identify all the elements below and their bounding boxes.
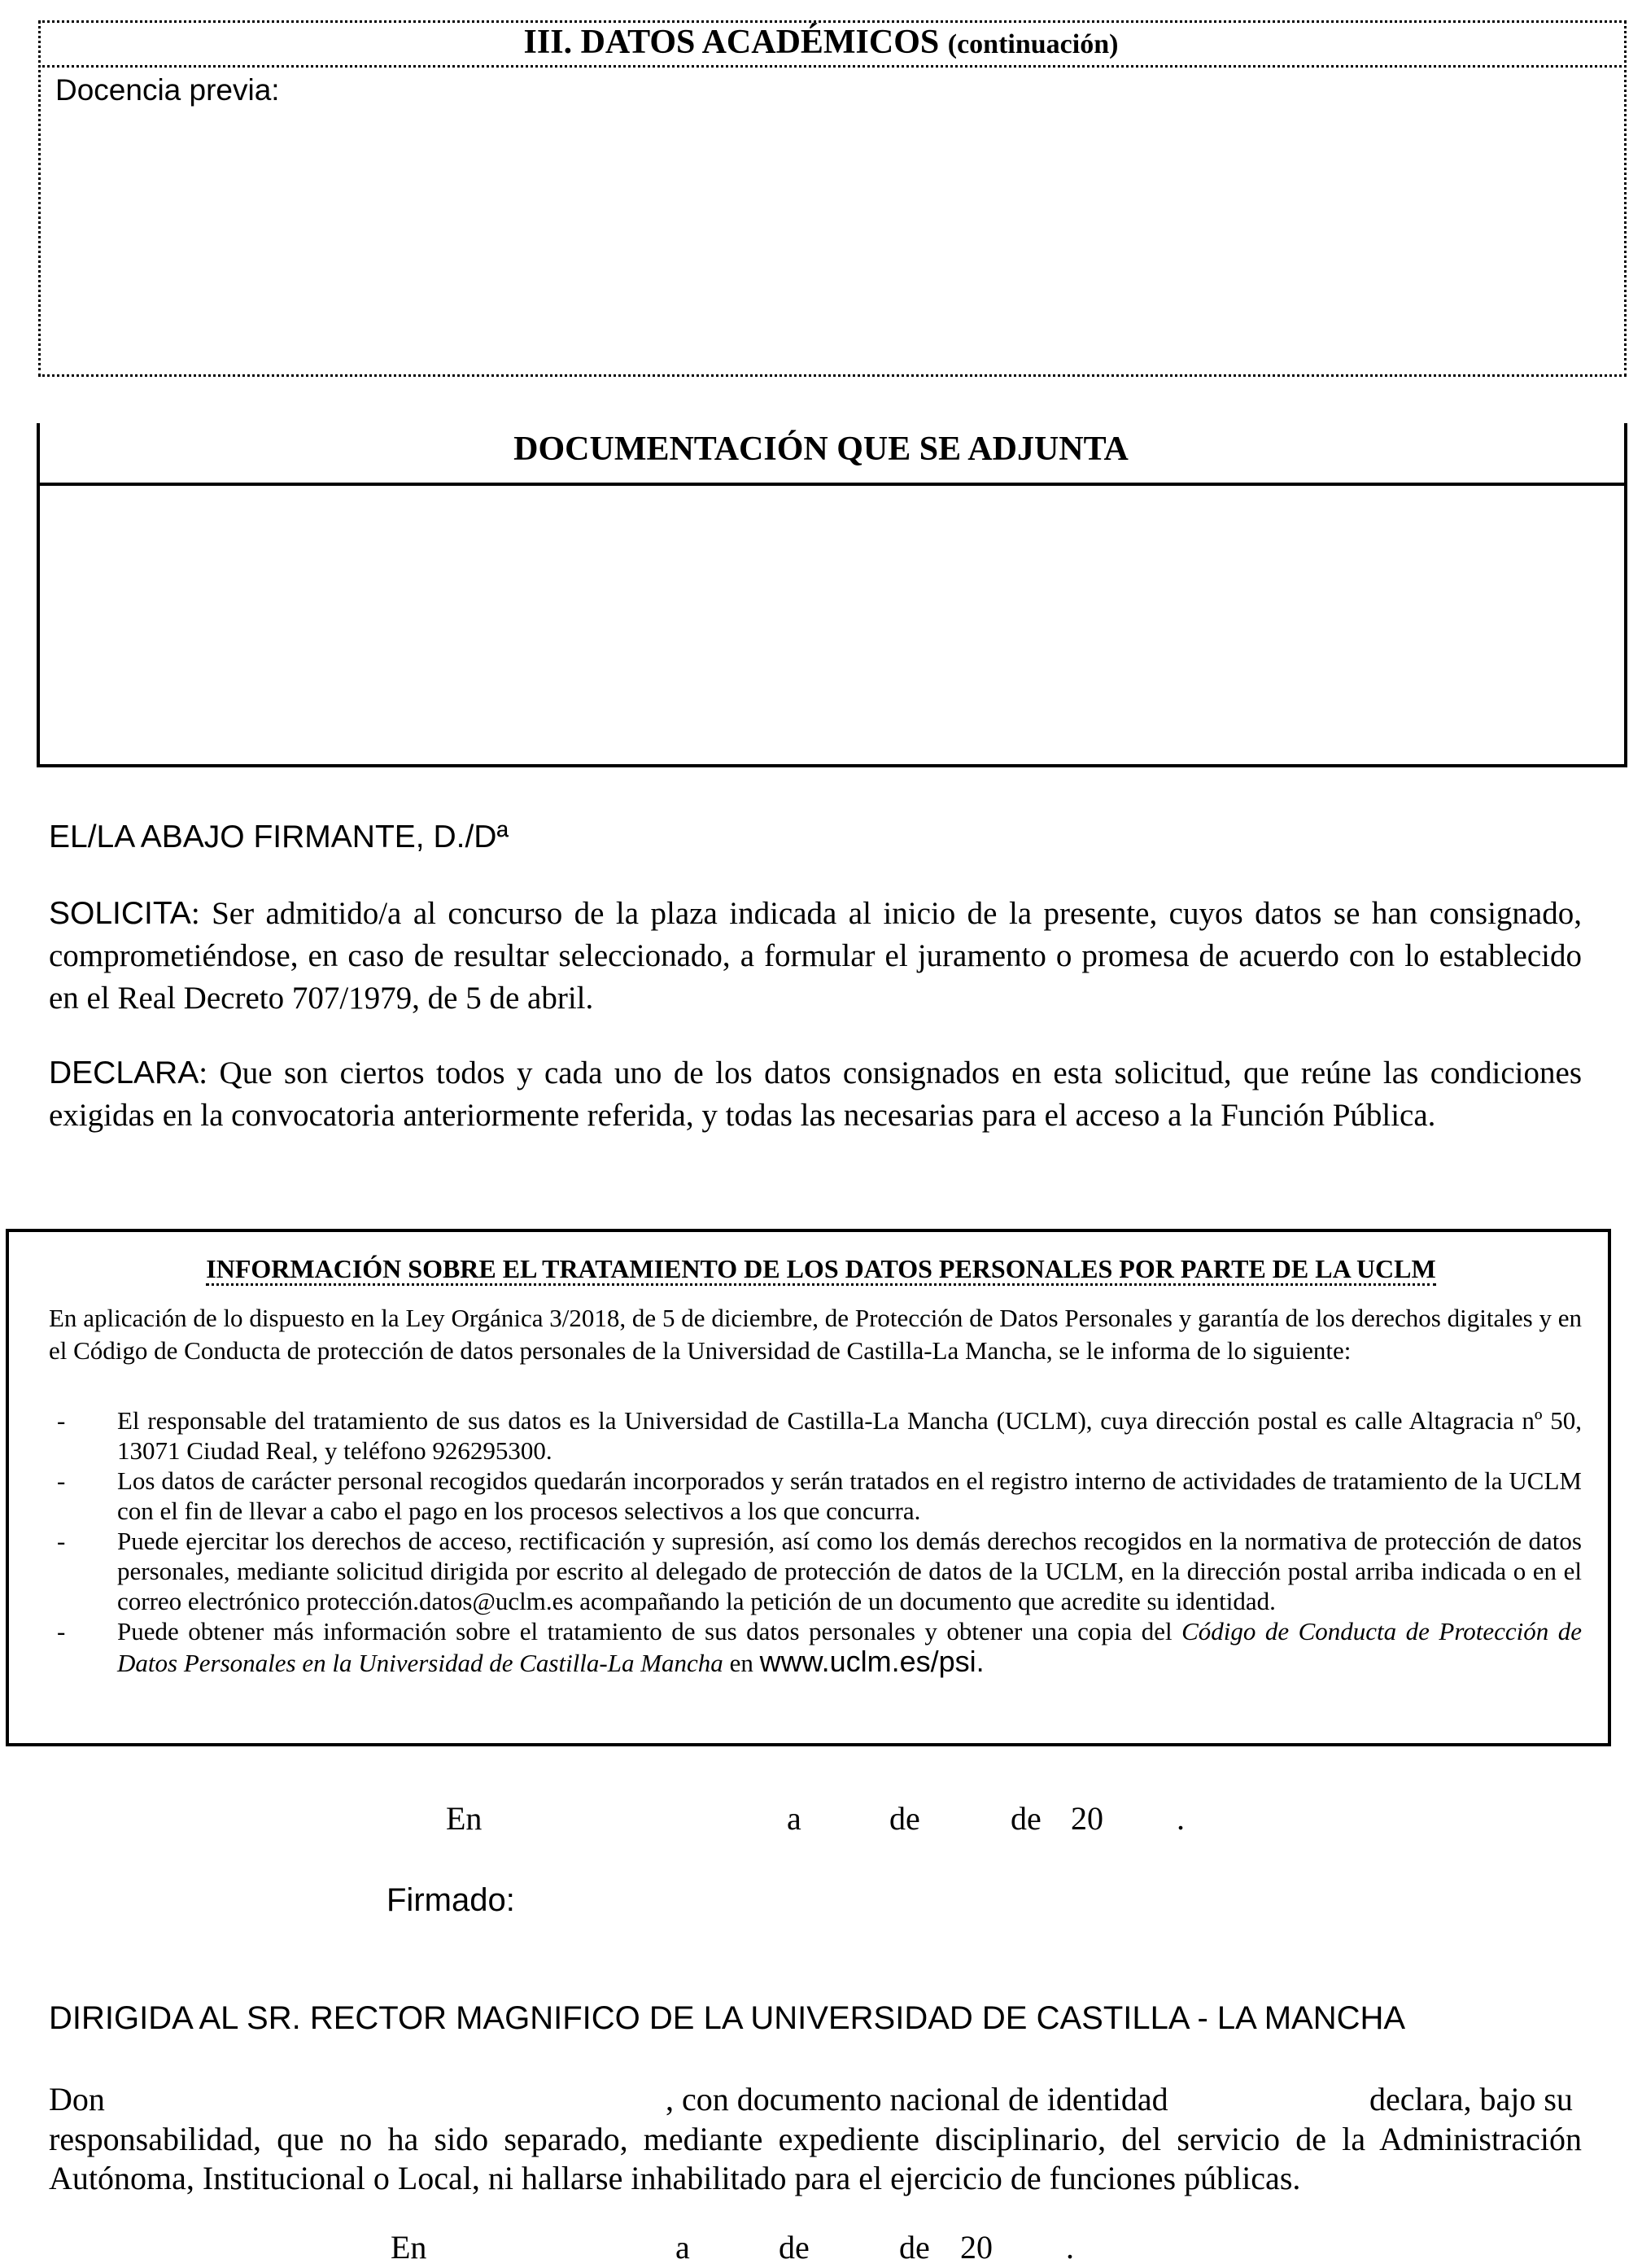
date1-de: de <box>889 1800 920 1837</box>
data-protection-intro: En aplicación de lo dispuesto en la Ley Orgánica 3/2018, de 5 de diciembre, de Protección de Datos Personales y garantía de los derechos digitales y en el Código de Conducta de protección de datos personales de la Universidad de Castilla-La Mancha, se le informa de lo siguiente: <box>49 1304 1582 1365</box>
solicita-label: SOLICITA <box>49 896 191 931</box>
date2-a: a <box>675 2229 690 2266</box>
date1-a: a <box>787 1800 801 1837</box>
documentation-title-divider <box>37 483 1627 486</box>
declara-label: DECLARA <box>49 1055 199 1090</box>
don-label: Don <box>49 2081 105 2117</box>
date2-en: En <box>391 2229 427 2266</box>
solicita-paragraph <box>49 893 1582 1020</box>
list-item-text: El responsable del tratamiento de sus datos es la Universidad de Castilla-La Mancha (UCLM), cuya dirección postal es calle Altagracia nº 50, 13071 Ciudad Real, y teléfono 926295300. <box>117 1406 1582 1465</box>
bullet-dash: - <box>57 1527 66 1555</box>
date2-de: de <box>779 2229 810 2266</box>
list-item <box>49 1466 1582 1526</box>
bullet-dash: - <box>57 1617 66 1645</box>
section-title-text: III. DATOS ACADÉMICOS <box>523 24 940 61</box>
documentation-box[interactable] <box>37 423 1627 767</box>
documentation-title: DOCUMENTACIÓN QUE SE ADJUNTA <box>513 430 1129 468</box>
dni-text: , con documento nacional de identidad <box>666 2081 1168 2117</box>
date1-de: de <box>1011 1800 1042 1837</box>
date1-en: En <box>446 1800 483 1837</box>
website-link[interactable]: www.uclm.es/psi. <box>759 1645 985 1678</box>
docencia-label: Docencia previa: <box>55 73 280 107</box>
list-item-text: Puede obtener más información sobre el tratamiento de sus datos personales y obtener una copia del <box>117 1617 1182 1645</box>
list-item-text: Puede ejercitar los derechos de acceso, rectificación y supresión, así como los demás derechos recogidos en la normativa de protección de datos personales, mediante solicitud dirigida por escrito al delegado de protección de datos de la UCLM, en la dirección postal arriba indicada o en el correo electrónico protección.datos@uclm.es acompañando la petición de un documento que acredite su identidad. <box>117 1527 1582 1615</box>
declara-paragraph <box>49 1052 1582 1137</box>
date2-year: 20 <box>960 2229 993 2266</box>
firmante-line: EL/LA ABAJO FIRMANTE, D./Dª <box>49 819 509 854</box>
list-item-text: Los datos de carácter personal recogidos quedarán incorporados y serán tratados en el registro interno de actividades de tratamiento de la UCLM con el fin de llevar a cabo el pago en los procesos selectivos a los que concurra. <box>117 1466 1582 1525</box>
data-protection-title <box>0 1252 1642 1286</box>
date1-dot: . <box>1177 1800 1185 1837</box>
declara-text: : Que son ciertos todos y cada uno de los datos consignados en esta solicitud, que reúne las condiciones exigidas en la convocatoria anteriormente referida, y todas las necesarias para el acceso a la Función Pública. <box>49 1055 1582 1133</box>
date2-dot: . <box>1066 2229 1074 2266</box>
list-item-text: en <box>723 1649 760 1677</box>
don-paragraph-rest: responsabilidad, que no ha sido separado, mediante expediente disciplinario, del servicio de la Administración Autónoma, Institucional o Local, ni hallarse inhabilitado para el ejercicio de funciones públicas. <box>49 2121 1582 2196</box>
data-protection-list <box>49 1405 1582 1678</box>
data-protection-title-text: INFORMACIÓN SOBRE EL TRATAMIENTO DE LOS DATOS PERSONALES POR PARTE DE LA UCLM <box>206 1254 1435 1286</box>
section-title-suffix: (continuación) <box>947 29 1119 59</box>
date2-de: de <box>899 2229 930 2266</box>
list-item <box>49 1405 1582 1466</box>
list-item <box>49 1616 1582 1678</box>
section-title-academicos <box>0 21 1642 66</box>
solicita-text: : Ser admitido/a al concurso de la plaza indicada al inicio de la presente, cuyos datos se han consignado, comprometiéndose, en caso de resultar seleccionado, a formular el juramento o promesa de acuerdo con lo establecido en el Real Decreto 707/1979, de 5 de abril. <box>49 896 1582 1016</box>
date1-year: 20 <box>1071 1800 1103 1837</box>
bullet-dash: - <box>57 1466 66 1495</box>
bullet-dash: - <box>57 1406 66 1435</box>
list-item <box>49 1526 1582 1616</box>
firmado-label: Firmado: <box>386 1882 515 1918</box>
dirigida-line: DIRIGIDA AL SR. RECTOR MAGNIFICO DE LA UNIVERSIDAD DE CASTILLA - LA MANCHA <box>49 2000 1406 2036</box>
code-of-conduct-title: Código de Conducta de Protección de Datos Personales en la Universidad de Castilla-La Mancha <box>117 1617 1582 1677</box>
declara-bajo: declara, bajo su <box>1369 2081 1573 2117</box>
